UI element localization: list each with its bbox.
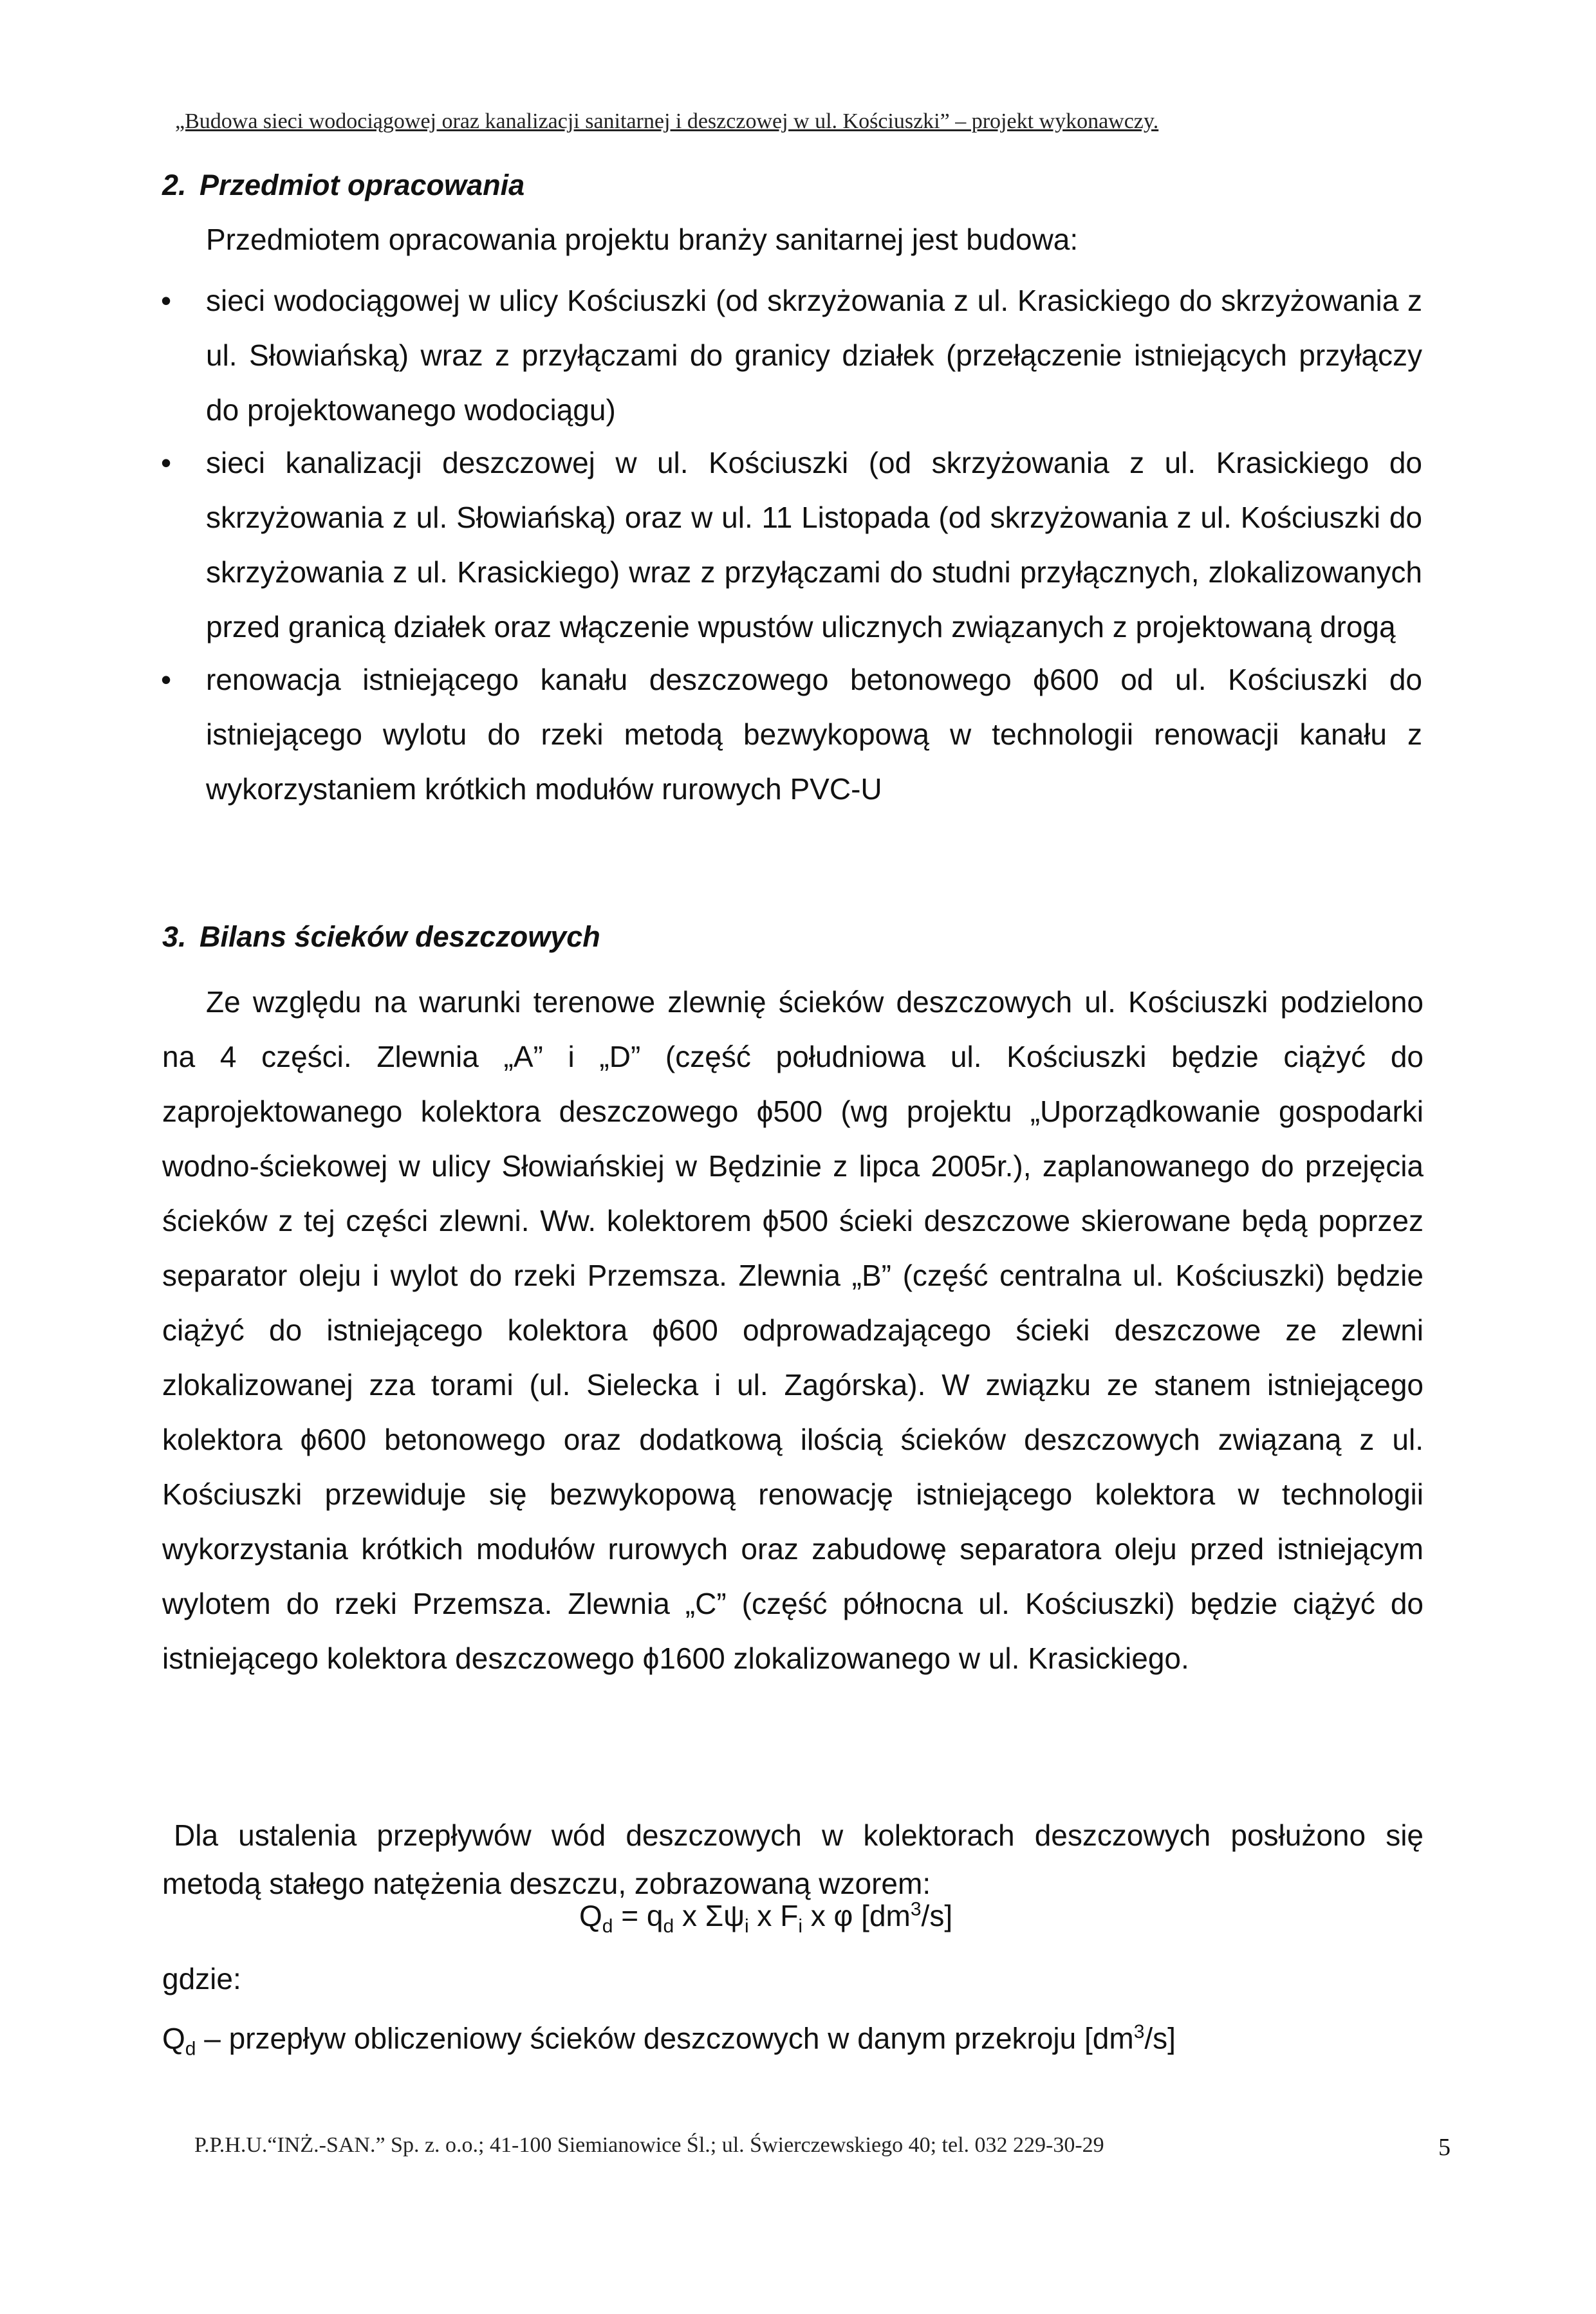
section-2-number: 2. <box>162 169 187 201</box>
running-header: „Budowa sieci wodociągowej oraz kanalizacji sanitarnej i deszczowej w ul. Kościuszki” – projekt wykonawczy. <box>175 109 1159 133</box>
definition-text: – przepływ obliczeniowy ścieków deszczowych w danym przekroju [dm <box>196 2021 1134 2055</box>
bullet-icon: • <box>161 284 172 317</box>
formula-equals: = <box>613 1899 647 1932</box>
formula-f-sub: i <box>798 1916 803 1938</box>
bullet-icon: • <box>161 663 172 696</box>
definition-line <box>162 2004 1424 2077</box>
formula-qd-sub: d <box>663 1916 674 1938</box>
list-item-text: sieci kanalizacji deszczowej w ul. Kościuszki (od skrzyżowania z ul. Krasickiego do skrzyżowania z ul. Słowiańską) oraz w ul. 11 Listopada (od skrzyżowania z ul. Kościuszki do skrzyżowania z ul. Krasickiego) wraz z przyłączami do studni przyłącznych, zlokalizowanych przed granicą działek oraz włączenie wpustów ulicznych związanych z projektowaną drogą <box>206 446 1422 643</box>
formula-psi-sub: i <box>744 1916 749 1938</box>
list-item-text: sieci wodociągowej w ulicy Kościuszki (od skrzyżowania z ul. Krasickiego do skrzyżowania z ul. Słowiańską) wraz z przyłączami do granicy działek (przełączenie istniejących przyłączy do projektowanego wodociągu) <box>206 284 1422 427</box>
formula-psi: x Σψ <box>674 1899 745 1932</box>
definition-symbol: Q <box>162 2021 185 2055</box>
formula-phi-unit: x φ [dm <box>803 1899 911 1932</box>
section-3-method: Dla ustalenia przepływów wód deszczowych w kolektorach deszczowych posłużono się metodą stałego natężenia deszczu, zobrazowaną wzorem: <box>162 1819 1424 1900</box>
list-item <box>161 436 1422 654</box>
formula-exp: 3 <box>910 1898 922 1920</box>
section-2-intro: Przedmiotem opracowania projektu branży sanitarnej jest budowa: <box>206 223 1079 256</box>
list-item <box>161 273 1422 438</box>
formula-tail: /s] <box>921 1899 953 1932</box>
where-label: gdzie: <box>162 1962 241 1995</box>
section-3-title: Bilans ścieków deszczowych <box>200 920 600 953</box>
section-3-number: 3. <box>162 920 187 953</box>
rain-flow-formula <box>579 1898 952 1938</box>
section-3-heading <box>162 920 600 954</box>
bullet-icon: • <box>161 446 172 479</box>
formula-q-sub: d <box>602 1916 613 1938</box>
section-2-bullet-list <box>161 273 1422 817</box>
list-item-text: renowacja istniejącego kanału deszczowego betonowego ϕ600 od ul. Kościuszki do istniejącego wylotu do rzeki metodą bezwykopową w technologii renowacji kanału z wykorzystaniem krótkich modułów rurowych PVC-U <box>206 663 1422 806</box>
definition-symbol-sub: d <box>185 2038 196 2060</box>
section-3-paragraph: Ze względu na warunki terenowe zlewnię ścieków deszczowych ul. Kościuszki podzielono na 4 części. Zlewnia „A” i „D” (część południowa ul. Kościuszki będzie ciążyć do zaprojektowanego kolektora deszczowego ϕ500 (wg projektu „Uporządkowanie gospodarki wodno-ściekowej w ulicy Słowiańskiej w Będzinie z lipca 2005r.), zaplanowanego do przejęcia ścieków z tej części zlewni. Ww. kolektorem ϕ500 ścieki deszczowe skierowane będą poprzez separator oleju i wylot do rzeki Przemsza. Zlewnia „B” (część centralna ul. Kościuszki) będzie ciążyć do istniejącego kolektora ϕ600 odprowadzającego ścieki deszczowe ze zlewni zlokalizowanej zza torami (ul. Sielecka i ul. Zagórska). W związku ze stanem istniejącego kolektora ϕ600 betonowego oraz dodatkową ilością ścieków deszczowych związaną z ul. Kościuszki przewiduje się bezwykopową renowację istniejącego kolektora w technologii wykorzystania krótkich modułów rurowych oraz zabudowę separatora oleju przed istniejącym wylotem do rzeki Przemsza. Zlewnia „C” (część północna ul. Kościuszki) będzie ciążyć do istniejącego kolektora deszczowego ϕ1600 zlokalizowanego w ul. Krasickiego. <box>162 985 1424 1675</box>
page-number: 5 <box>1438 2134 1451 2161</box>
list-item <box>161 653 1422 817</box>
page-footer: P.P.H.U.“INŻ.-SAN.” Sp. z. o.o.; 41-100 Siemianowice Śl.; ul. Świerczewskiego 40; tel. 032 229-30-29 <box>194 2133 1104 2157</box>
section-2-title: Przedmiot opracowania <box>200 169 525 201</box>
definition-tail: /s] <box>1144 2021 1176 2055</box>
formula-qd: q <box>646 1899 663 1932</box>
formula-q: Q <box>579 1899 602 1932</box>
formula-f: x F <box>748 1899 799 1932</box>
section-2-heading <box>162 169 524 202</box>
definition-exp: 3 <box>1133 2021 1145 2042</box>
